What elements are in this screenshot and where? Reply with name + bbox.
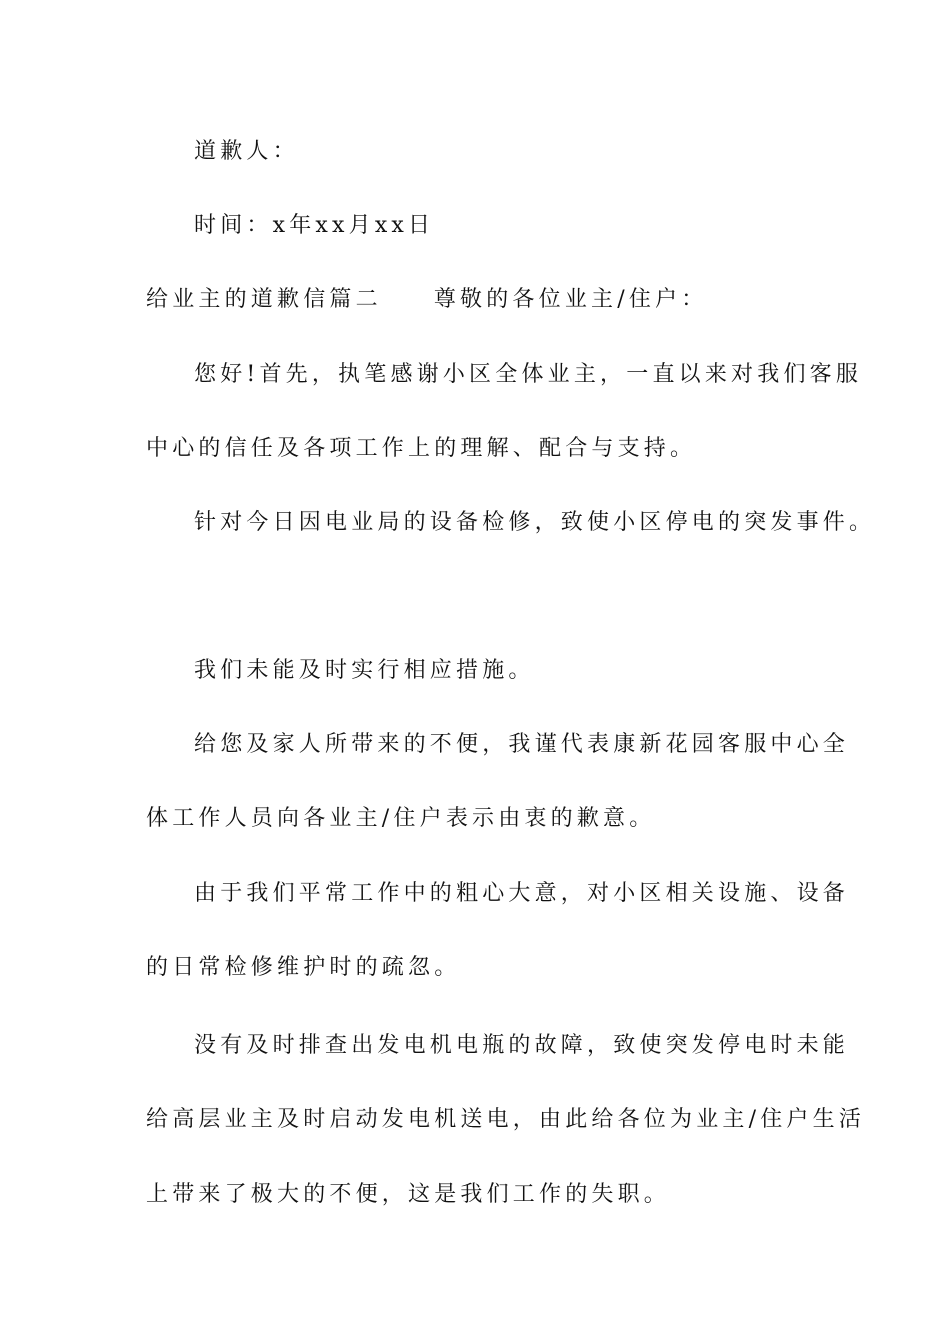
paragraph-line: 给您及家人所带来的不便，我谨代表康新花园客服中心全 bbox=[194, 732, 850, 757]
paragraph-line: 由于我们平常工作中的粗心大意，对小区相关设施、设备 bbox=[194, 881, 850, 906]
paragraph-line: 的日常检修维护时的疏忽。 bbox=[146, 955, 461, 980]
signer-label: 道歉人： bbox=[194, 139, 299, 164]
date-line: 时间：x年xx月xx日 bbox=[194, 213, 435, 238]
section-title: 给业主的道歉信篇二 bbox=[146, 287, 382, 312]
salutation: 尊敬的各位业主/住户： bbox=[433, 287, 708, 312]
paragraph-line: 没有及时排查出发电机电瓶的故障，致使突发停电时未能 bbox=[194, 1033, 850, 1058]
paragraph-line: 针对今日因电业局的设备检修，致使小区停电的突发事件。 bbox=[194, 510, 876, 535]
paragraph-line: 我们未能及时实行相应措施。 bbox=[194, 658, 535, 683]
paragraph-line: 上带来了极大的不便，这是我们工作的失职。 bbox=[146, 1182, 671, 1207]
section-heading-line bbox=[146, 285, 707, 315]
paragraph-line: 给高层业主及时启动发电机送电，由此给各位为业主/住户生活 bbox=[146, 1107, 866, 1132]
paragraph-line: 中心的信任及各项工作上的理解、配合与支持。 bbox=[146, 436, 697, 461]
paragraph-line: 体工作人员向各业主/住户表示由衷的歉意。 bbox=[146, 806, 656, 831]
paragraph-line: 您好!首先，执笔感谢小区全体业主，一直以来对我们客服 bbox=[194, 362, 863, 387]
